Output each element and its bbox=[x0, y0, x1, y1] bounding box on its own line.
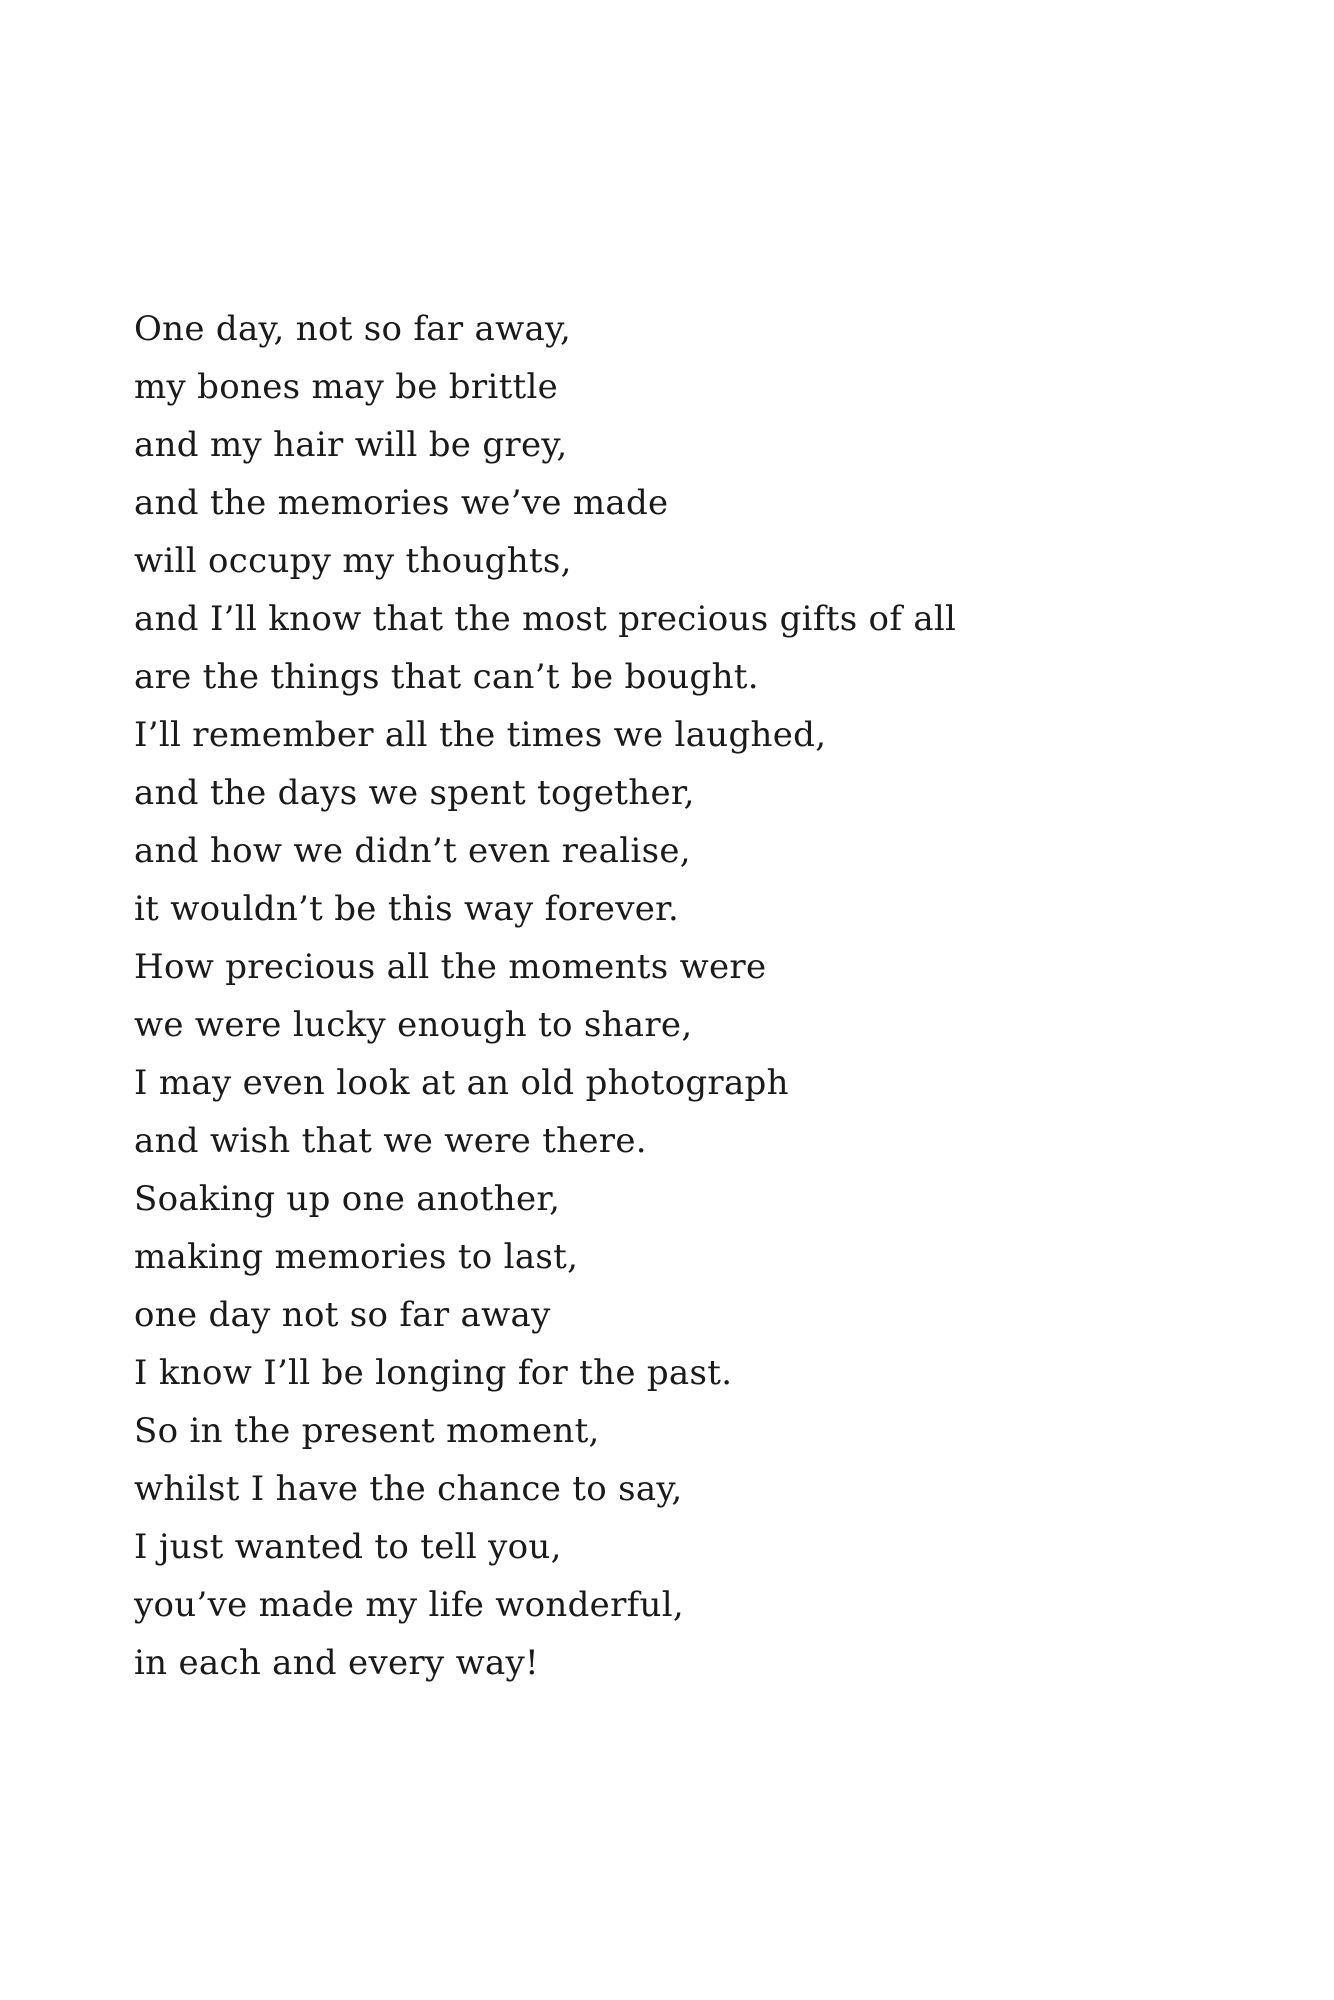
poem-line: I may even look at an old photograph bbox=[134, 1063, 789, 1103]
poem-line: my bones may be brittle bbox=[134, 367, 559, 407]
poem-line: and wish that we were there. bbox=[134, 1121, 647, 1161]
poem-line: I’ll remember all the times we laughed, bbox=[134, 715, 827, 755]
poem-line: one day not so far away bbox=[134, 1295, 551, 1335]
poem-line: whilst I have the chance to say, bbox=[134, 1469, 683, 1509]
poem-line: it wouldn’t be this way forever. bbox=[134, 889, 680, 929]
poem-line: and my hair will be grey, bbox=[134, 425, 568, 465]
poem-line: and the days we spent together, bbox=[134, 773, 695, 813]
poem-line: One day, not so far away, bbox=[134, 309, 572, 349]
poem-line: I know I’ll be longing for the past. bbox=[134, 1353, 733, 1393]
poem-line: So in the present moment, bbox=[134, 1411, 600, 1451]
poem-line: will occupy my thoughts, bbox=[134, 541, 572, 581]
poem-line: in each and every way! bbox=[134, 1643, 540, 1683]
poem-line: making memories to last, bbox=[134, 1237, 579, 1277]
poem-line: are the things that can’t be bought. bbox=[134, 657, 759, 697]
poem-line: and I’ll know that the most precious gifts of all bbox=[134, 599, 957, 639]
poem-line: How precious all the moments were bbox=[134, 947, 767, 987]
poem-line: I just wanted to tell you, bbox=[134, 1527, 562, 1567]
poem-line: we were lucky enough to share, bbox=[134, 1005, 693, 1045]
poem-text bbox=[134, 300, 956, 1692]
poem-line: and the memories we’ve made bbox=[134, 483, 669, 523]
poem-line: and how we didn’t even realise, bbox=[134, 831, 691, 871]
poem-line: you’ve made my life wonderful, bbox=[134, 1585, 685, 1625]
poem-line: Soaking up one another, bbox=[134, 1179, 561, 1219]
